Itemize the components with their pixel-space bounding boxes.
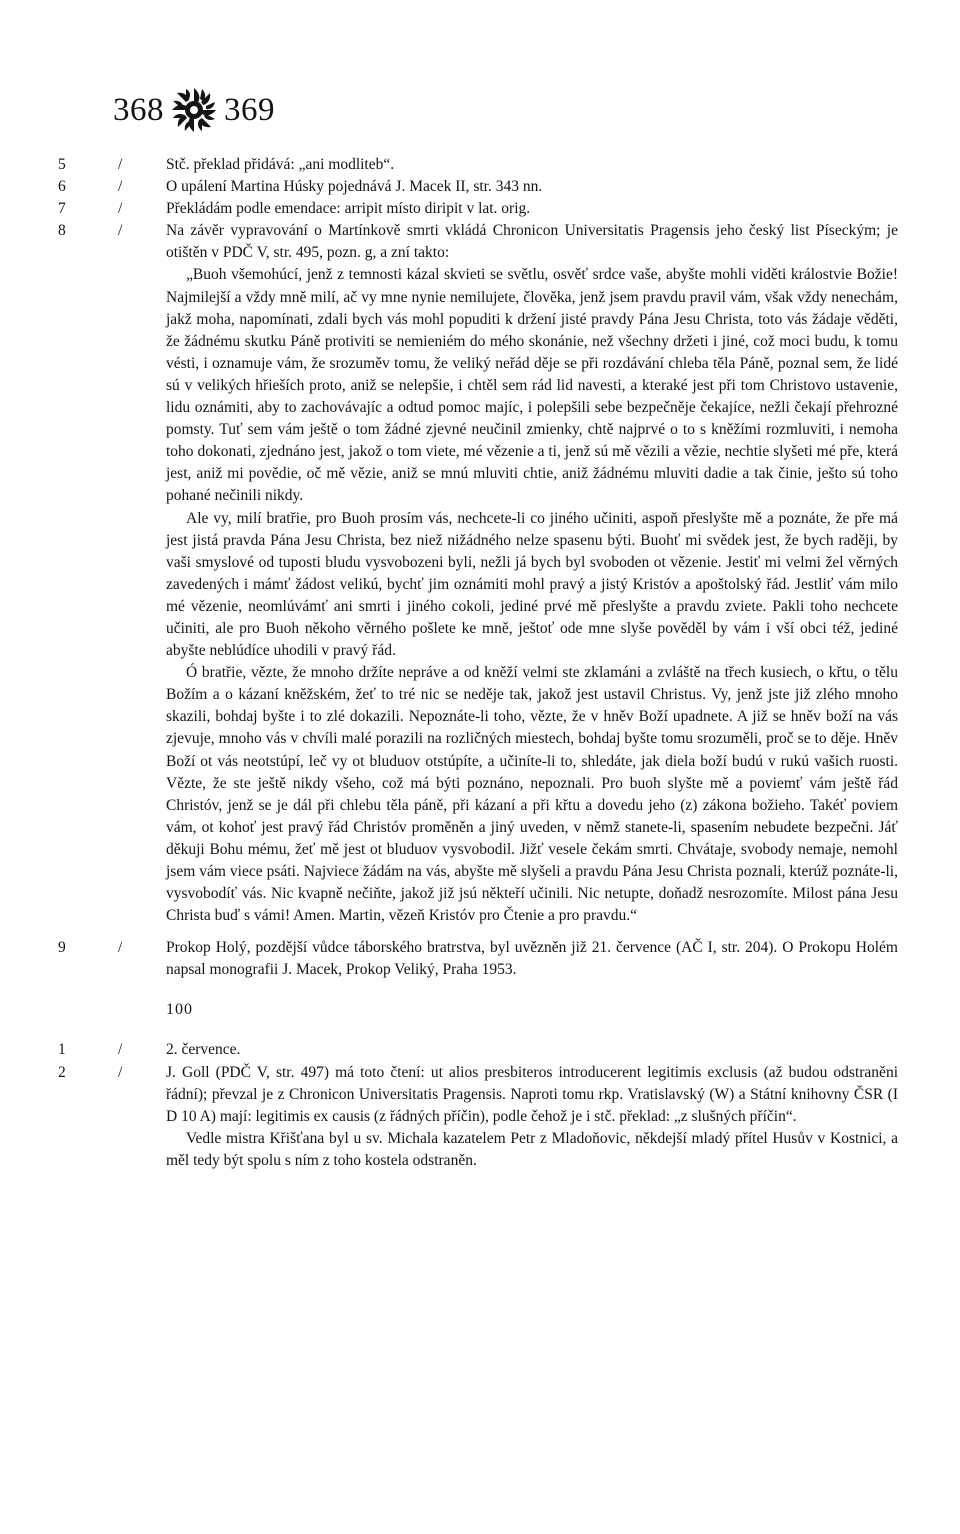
note-number: 1 (58, 1041, 66, 1059)
note-item (0, 220, 960, 927)
note-item (0, 198, 960, 220)
notes-container (0, 154, 960, 1172)
note-number: 8 (58, 222, 66, 240)
note-number: 9 (58, 939, 66, 957)
note-number: 5 (58, 156, 66, 173)
note-text: O upálení Martina Húsky pojednává J. Macek II, str. 343 nn. (166, 178, 543, 196)
note-separator: / (118, 939, 123, 957)
letter-paragraph: Ó bratřie, vězte, že mnoho držíte nepráve a od kněží velmi ste zklamáni a zvláště na třech kusiech, o křtu, o tělu Božím a o kázaní kněžském, žeť to tré nic se neděje tak, jakož jest ustavil Christus. Vy, jenž jste již zlého mnoho skazili, bohdaj byšte i to zlé dokazili. Nepoznáte-li toho, vězte, že v hněv Boží upadnete. A již se hněv boží na vás zjevuje, mnoho vás v chvíli malé porazili na rozličných miestech, bohdaj byšte tomu srozuměli, proč se to děje. Hněv Boží ot vás neotstúpí, leč vy ot bluduov otstúpíte, a učiníte-li to, shledáte, jak diela boží budú v rukú vašich ruosti. Vězte, že ste ještě nikdy všeho, což má býti poznáno, nepoznali. Pro buoh slyšte mě a poviemť vám ještě řád Christóv, jenž se je dál při chlebu těla páně, při kázaní a při křtu a dovedu jeho (z) zákona božieho. Takéť poviem vám, ot kohoť jest pravý řád Christóv proměněn a jiný uveden, v němž stanete-li, spasením nebudete bezpečni. Jáť děkuji Bohu mému, žeť mě jest ot bluduov vysvobodil. Jižť vesele čekám smrti. Chvátaje, svobody nemaje, nemohl jsem vám viece psáti. Najviece žádám na vás, abyšte mě slyšeli a pravdu Pána Jesu Christa poznali, kterúž poznáte-li, vysvobodíť vás. Nic kvapně nečiňte, jakož již jsú někteří učinili. Nic netupte, doňadž nesrozomíte. Milost pána Jesu Christa buď s vámi! Amen. Martin, vězeň Kristóv pro Čtenie a pro pravdu.“ (166, 664, 898, 925)
note-number: 2 (58, 1063, 66, 1081)
section-number: 100 (166, 1001, 193, 1019)
note-text: Překládám podle emendace: arripit místo diripit v lat. orig. (166, 200, 531, 218)
note-paragraph: Vedle mistra Křišťana byl u sv. Michala kazatelem Petr z Mladoňovic, někdejší mladý přítel Husův v Kostnici, a měl tedy být spolu s ním z toho kostela odstraněn. (166, 1129, 898, 1169)
note-item (0, 1062, 960, 1172)
note-separator: / (118, 156, 123, 173)
note-text: Prokop Holý, pozdější vůdce táborského bratrstva, byl uvězněn již 21. července (AČ I, str. 204). O Prokopu Holém napsal monografii J. Macek, Prokop Veliký, Praha 1953. (166, 939, 898, 979)
ornament-icon (168, 84, 220, 136)
note-text: Stč. překlad přidává: „ani modliteb“. (166, 156, 395, 173)
note-text: 2. července. (166, 1041, 241, 1059)
page-number-left: 368 (113, 91, 164, 128)
note-separator: / (118, 200, 123, 218)
note-item (0, 937, 960, 981)
letter-paragraph: „Buoh všemohúcí, jenž z temnosti kázal skvieti se světlu, osvěť srdce vaše, abyšte mohli viděti králostvie Božie! Najmilejší a vždy mně milí, ač vy mne nynie nemilujete, člověka, jenž jsem pravdu pravil vám, však vždy nenechám, jakž moha, napomínati, zdali bych vás mohl popuditi k držení jisté pravdy Pána Jesu Christa, toto vás žádaje věděti, že žádnému skutku Páně protiviti se nemieniém do mého skonánie, než všechny držeti i jiné, což moci budu, k tomu vésti, i oznamuje vám, že srozuměv tomu, že veliký neřád děje se při rozdávání chleba těla Páně, poznal sem, že lidé sú v velikých hřieších proto, aniž se nelepšie, i chtěl sem rád lid navesti, a kteraké jest při tom Christovo ustavenie, lidu oznámiti, aby to zachovávajíc a odtud pomoc majíc, i polepšili sebe bezpečněje čekajíce, nežli čekají přehrozné pomsty. Tuť sem vám ještě o tom žádné zjevné neučinil zmienky, chtě najprvé o to s kněžími rozmluviti, i nemoha toho dokonati, zjednáno jest, jakož o tom viete, mé vězenie a ti, jenž sú mě vězili a vězie, nechtie slyšeti mé pře, která jest, aniž mi povědie, oč mě vězie, aniž se mnú mluviti chtie, aniž žádnému mluviti dadie a tak činie, ješto sú toho pohané nečinili nikdy. (166, 266, 898, 505)
letter-paragraph: Ale vy, milí bratřie, pro Buoh prosím vás, nechcete-li co jiného učiniti, aspoň přeslyšte mě a poznáte, že pře má jest jistá pravda Pána Jesu Christa, bez niež nižádného nelze spasenu býti. Buohť mi svědek jest, že bych raději, by vaši smyslové od tuposti bludu vysvobozeni byli, nežli já bych byl svoboden ot vězenie. Jestiť mi velmi žel věrných zavedených i mámť žádost velikú, bychť jim oznámiti mohl pravý a jistý Kristóv a apoštolský řád. Jestliť vám milo mé vězenie, neomlúvámť ani smrti i jiného cokoli, jediné prvé mě přeslyšte a pravdu zviete. Pakli toho nechcete učiniti, ale pro Buoh někoho věrného pošlete ke mně, ještoť ode mne slyše pověděl by vám i vší obci též, jediné abyšte neblúdíce uhodili v pravý řád. (166, 509, 898, 660)
page-number-right: 369 (224, 91, 275, 128)
note-item (0, 154, 960, 176)
note-number: 7 (58, 200, 66, 218)
note-text: Na závěr vypravování o Martínkově smrti vkládá Chronicon Universitatis Pragensis jeho český list Píseckým; je otištěn v PDČ V, str. 495, pozn. g, a zní takto: (166, 222, 898, 262)
note-text: J. Goll (PDČ V, str. 497) má toto čtení: ut alios presbiteros introducerent legitimis exclusis (až budou odstraněni řádní); převzal je z Chronicon Universitatis Pragensis. Naproti tomu rkp. Vratislavský (W) a Státní knihovny ČSR (I D 10 A) mají: legitimis ex causis (z řádných příčin), podle čehož je i stč. překlad: „z slušných příčin“. (166, 1063, 898, 1125)
note-separator: / (118, 222, 123, 240)
note-separator: / (118, 178, 123, 196)
page-header (113, 80, 275, 140)
note-item (0, 176, 960, 198)
note-separator: / (118, 1041, 123, 1059)
note-item (0, 1039, 960, 1061)
note-number: 6 (58, 178, 66, 196)
note-separator: / (118, 1063, 123, 1081)
